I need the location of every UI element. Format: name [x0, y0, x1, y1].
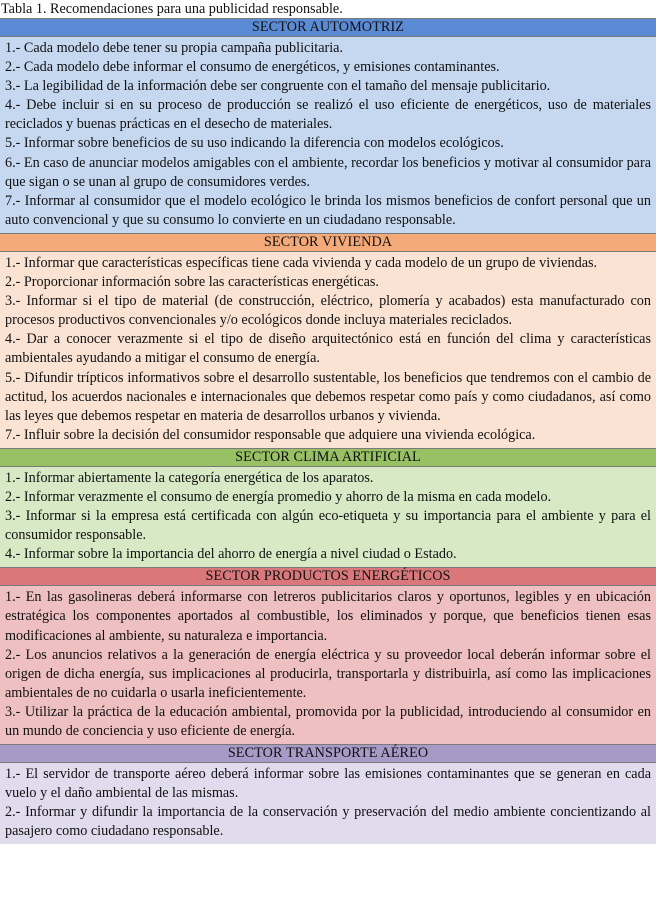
- recommendation-item: 1.- El servidor de transporte aéreo deberá informar sobre las emisiones contaminantes que se generan en cada vuelo y el daño ambiental de las mismas.: [5, 766, 651, 802]
- section-header: SECTOR CLIMA ARTIFICIAL: [0, 449, 656, 467]
- recommendation-item: 1.- Informar abiertamente la categoría energética de los aparatos.: [5, 469, 374, 486]
- section-clima-artificial: [0, 449, 656, 568]
- recommendation-item: 2.- Proporcionar información sobre las características energéticas.: [5, 274, 379, 291]
- section-automotriz: [0, 19, 656, 234]
- recommendation-item: 7.- Informar al consumidor que el modelo ecológico le brinda los mismos beneficios de confort personal que un auto convencional y que su consumo lo convierte en un ciudadano responsable.: [5, 192, 651, 228]
- recommendation-item: 1.- Cada modelo debe tener su propia campaña publicitaria.: [5, 40, 344, 56]
- recommendation-item: 4.- Informar sobre la importancia del ahorro de energía a nivel ciudad o Estado.: [5, 546, 457, 563]
- section-transporte-aereo: [0, 745, 656, 844]
- recommendation-item: 3.- Informar si la empresa está certificada con algún eco-etiqueta y su importancia para el ambiente y para el consumidor responsable.: [5, 508, 651, 544]
- recommendation-item: 2.- Informar verazmente el consumo de energía promedio y ahorro de la misma en cada modelo.: [5, 488, 552, 505]
- recommendation-item: 1.- Informar que características específicas tiene cada vivienda y cada modelo de un grupo de viviendas.: [5, 254, 598, 271]
- recommendation-item: 3.- Informar si el tipo de material (de construcción, eléctrico, plomería y acabados) esta manufacturado con procesos productivos convencionales y/o ecológicos donde incluya materiales reciclados.: [5, 293, 651, 329]
- recommendation-item: 3.- La legibilidad de la información debe ser congruente con el tamaño del mensaje publicitario.: [5, 78, 551, 95]
- section-body: [0, 467, 656, 568]
- recommendation-item: 3.- Utilizar la práctica de la educación ambiental, promovida por la publicidad, introduciendo al consumidor en un mundo de conciencia y uso eficiente de energía.: [5, 703, 651, 739]
- section-header: SECTOR VIVIENDA: [0, 234, 656, 252]
- recommendation-item: 2.- Informar y difundir la importancia de la conservación y preservación del medio ambiente concientizando al pasajero como ciudadano responsable.: [5, 804, 651, 840]
- section-body: [0, 763, 656, 844]
- recommendation-item: 4.- Dar a conocer verazmente si el tipo de diseño arquitectónico está en función del clima y características ambientales ayudando a mitigar el consumo de energía.: [5, 331, 651, 367]
- section-body: [0, 586, 656, 745]
- section-productos-energeticos: [0, 568, 656, 745]
- section-header: SECTOR AUTOMOTRIZ: [0, 19, 656, 37]
- recommendation-item: 5.- Informar sobre beneficios de su uso indicando la diferencia con modelos ecológicos.: [5, 135, 504, 152]
- section-vivienda: [0, 234, 656, 449]
- section-header: SECTOR PRODUCTOS ENERGÉTICOS: [0, 568, 656, 586]
- table-caption: Tabla 1. Recomendaciones para una publicidad responsable.: [1, 1, 343, 17]
- section-body: [0, 37, 656, 234]
- recommendation-item: 2.- Los anuncios relativos a la generación de energía eléctrica y su proveedor local deberán informar sobre el origen de dicha energía, sus implicaciones al producirla, transportarla y distribuirla, así como las implicaciones ambientales de no cuidarla o usarla ineficientemente.: [5, 646, 651, 701]
- recommendation-item: 6.- En caso de anunciar modelos amigables con el ambiente, recordar los beneficios y motivar al consumidor para que sigan o se unan al grupo de consumidores verdes.: [5, 154, 651, 190]
- recommendations-table: [0, 18, 656, 844]
- recommendation-item: 4.- Debe incluir si en su proceso de producción se realizó el uso eficiente de energéticos, uso de materiales reciclados y buenas prácticas en el desecho de materiales.: [5, 97, 651, 133]
- recommendation-item: 5.- Difundir trípticos informativos sobre el desarrollo sustentable, los beneficios que tendremos con el cambio de actitud, los acuerdos nacionales e internacionales que debemos respetar como país y como ciudadanos, así como las leyes que debemos respetar en materia de desarrollos urbanos y vivienda.: [5, 369, 651, 424]
- section-body: [0, 252, 656, 449]
- recommendation-item: 1.- En las gasolineras deberá informarse con letreros publicitarios claros y oportunos, legibles y en ubicación estratégica los componentes aportados al combustible, los eliminados y porque, que beneficios tienen esas modificaciones al ambiente, su naturaleza e importancia.: [5, 589, 651, 644]
- recommendation-item: 2.- Cada modelo debe informar el consumo de energéticos, y emisiones contaminantes.: [5, 59, 500, 76]
- section-header: SECTOR TRANSPORTE AÉREO: [0, 745, 656, 763]
- recommendation-item: 7.- Influir sobre la decisión del consumidor responsable que adquiere una vivienda ecológica.: [5, 426, 536, 443]
